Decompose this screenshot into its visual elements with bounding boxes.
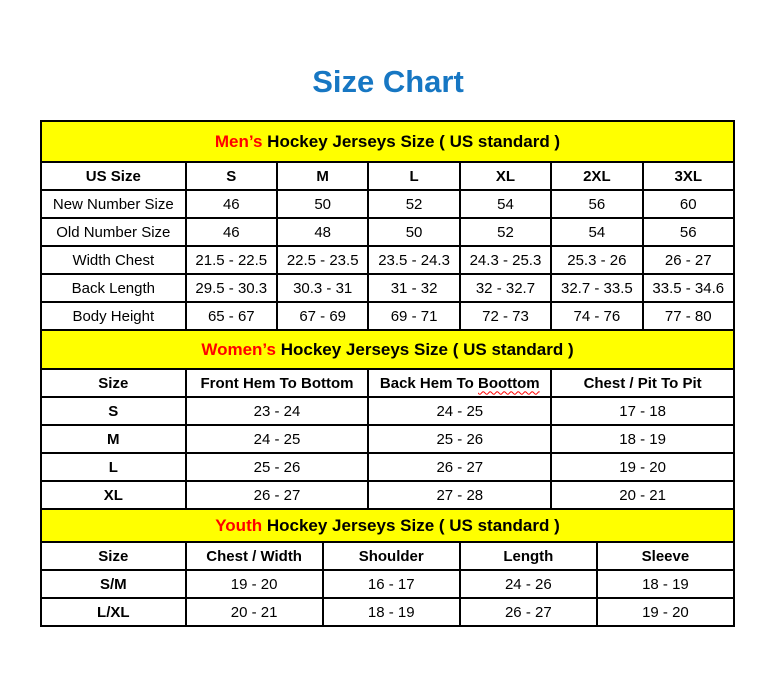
table-cell: 17 - 18 — [551, 397, 734, 425]
column-header: Chest / Width — [186, 542, 323, 570]
table-cell: 54 — [460, 190, 551, 218]
table-cell: 19 - 20 — [597, 598, 734, 626]
table-cell: 31 - 32 — [368, 274, 459, 302]
table-cell: 25 - 26 — [368, 425, 551, 453]
row-label: Old Number Size — [41, 218, 186, 246]
mens-section-banner — [40, 120, 735, 163]
column-header: M — [277, 162, 368, 190]
table-cell: 27 - 28 — [368, 481, 551, 509]
mens-size-section — [40, 120, 735, 331]
header-row — [41, 162, 734, 190]
table-cell: 24 - 25 — [186, 425, 369, 453]
header-row — [41, 369, 734, 397]
womens-size-table — [40, 368, 735, 510]
table-row — [41, 218, 734, 246]
header-row — [41, 542, 734, 570]
table-cell: 19 - 20 — [551, 453, 734, 481]
mens-banner-text: Hockey Jerseys Size ( US standard ) — [267, 132, 561, 151]
column-header: Back Hem To Boottom — [368, 369, 551, 397]
row-label: XL — [41, 481, 186, 509]
row-label: S — [41, 397, 186, 425]
table-cell: 67 - 69 — [277, 302, 368, 330]
table-cell: 56 — [551, 190, 642, 218]
table-cell: 18 - 19 — [551, 425, 734, 453]
youth-banner-highlight: Youth — [215, 516, 263, 535]
table-cell: 52 — [368, 190, 459, 218]
table-row — [41, 190, 734, 218]
column-header: 3XL — [643, 162, 734, 190]
table-cell: 74 - 76 — [551, 302, 642, 330]
mens-size-table — [40, 161, 735, 331]
table-cell: 54 — [551, 218, 642, 246]
table-cell: 23 - 24 — [186, 397, 369, 425]
youth-size-section — [40, 508, 735, 627]
row-label: L — [41, 453, 186, 481]
table-cell: 24 - 25 — [368, 397, 551, 425]
table-cell: 30.3 - 31 — [277, 274, 368, 302]
column-header: L — [368, 162, 459, 190]
column-header: Shoulder — [323, 542, 460, 570]
table-cell: 33.5 - 34.6 — [643, 274, 734, 302]
column-header: US Size — [41, 162, 186, 190]
page-title: Size Chart — [312, 64, 464, 99]
table-cell: 18 - 19 — [597, 570, 734, 598]
column-header: XL — [460, 162, 551, 190]
table-cell: 20 - 21 — [551, 481, 734, 509]
womens-section-banner — [40, 329, 735, 370]
table-cell: 56 — [643, 218, 734, 246]
row-label: S/M — [41, 570, 186, 598]
table-cell: 46 — [186, 218, 277, 246]
table-cell: 26 - 27 — [368, 453, 551, 481]
row-label: L/XL — [41, 598, 186, 626]
column-header: Sleeve — [597, 542, 734, 570]
table-cell: 69 - 71 — [368, 302, 459, 330]
table-cell: 22.5 - 23.5 — [277, 246, 368, 274]
table-cell: 21.5 - 22.5 — [186, 246, 277, 274]
table-cell: 26 - 27 — [460, 598, 597, 626]
column-header: S — [186, 162, 277, 190]
table-row — [41, 570, 734, 598]
size-chart-tables — [40, 120, 735, 627]
table-row — [41, 397, 734, 425]
youth-section-banner — [40, 508, 735, 543]
table-cell: 50 — [277, 190, 368, 218]
table-row — [41, 302, 734, 330]
table-cell: 25.3 - 26 — [551, 246, 642, 274]
row-label: New Number Size — [41, 190, 186, 218]
table-row — [41, 481, 734, 509]
column-header: Chest / Pit To Pit — [551, 369, 734, 397]
table-cell: 32.7 - 33.5 — [551, 274, 642, 302]
table-row — [41, 598, 734, 626]
column-header: Length — [460, 542, 597, 570]
column-header: 2XL — [551, 162, 642, 190]
table-row — [41, 274, 734, 302]
table-row — [41, 246, 734, 274]
table-cell: 29.5 - 30.3 — [186, 274, 277, 302]
mens-banner-highlight: Men’s — [214, 132, 263, 151]
youth-size-table — [40, 541, 735, 627]
table-cell: 72 - 73 — [460, 302, 551, 330]
table-cell: 52 — [460, 218, 551, 246]
column-header: Size — [41, 542, 186, 570]
table-cell: 16 - 17 — [323, 570, 460, 598]
table-cell: 48 — [277, 218, 368, 246]
table-cell: 24 - 26 — [460, 570, 597, 598]
table-cell: 24.3 - 25.3 — [460, 246, 551, 274]
table-cell: 26 - 27 — [186, 481, 369, 509]
row-label: Body Height — [41, 302, 186, 330]
womens-size-section — [40, 329, 735, 510]
row-label: Width Chest — [41, 246, 186, 274]
womens-banner-highlight: Women’s — [201, 340, 276, 359]
table-cell: 50 — [368, 218, 459, 246]
table-cell: 19 - 20 — [186, 570, 323, 598]
table-cell: 65 - 67 — [186, 302, 277, 330]
table-cell: 46 — [186, 190, 277, 218]
table-row — [41, 453, 734, 481]
column-header: Size — [41, 369, 186, 397]
misspelled-word: Boottom — [478, 374, 540, 392]
table-cell: 60 — [643, 190, 734, 218]
table-cell: 26 - 27 — [643, 246, 734, 274]
table-cell: 77 - 80 — [643, 302, 734, 330]
womens-banner-text: Hockey Jerseys Size ( US standard ) — [280, 340, 574, 359]
youth-banner-text: Hockey Jerseys Size ( US standard ) — [266, 516, 560, 535]
table-cell: 25 - 26 — [186, 453, 369, 481]
column-header: Front Hem To Bottom — [186, 369, 369, 397]
table-cell: 23.5 - 24.3 — [368, 246, 459, 274]
table-cell: 32 - 32.7 — [460, 274, 551, 302]
table-cell: 20 - 21 — [186, 598, 323, 626]
row-label: M — [41, 425, 186, 453]
row-label: Back Length — [41, 274, 186, 302]
table-row — [41, 425, 734, 453]
table-cell: 18 - 19 — [323, 598, 460, 626]
